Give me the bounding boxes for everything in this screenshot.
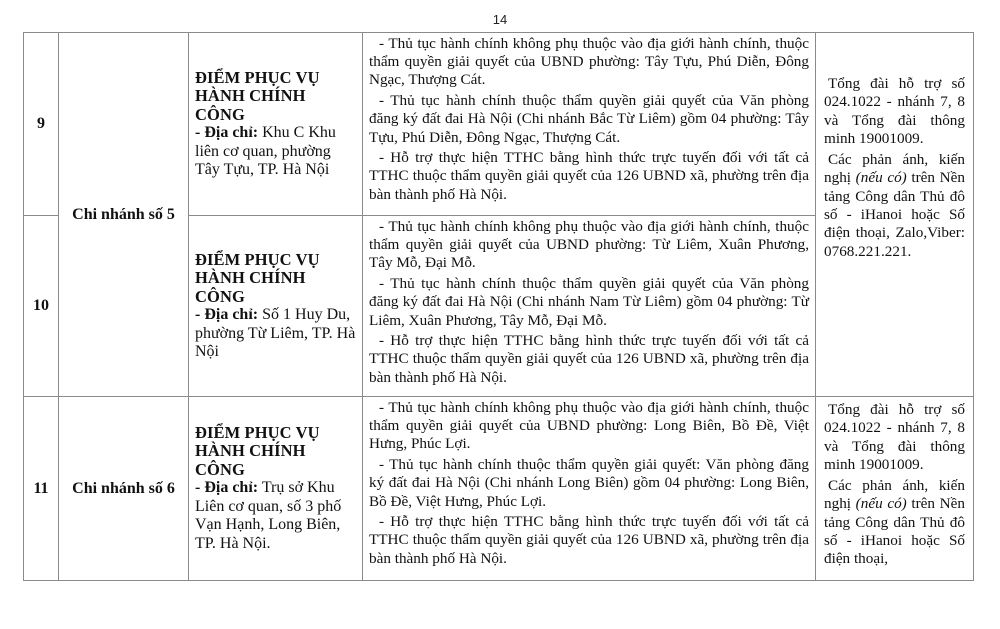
feedback-pre: Các phản ánh, kiến nghị — [824, 151, 965, 187]
scope-cell — [363, 33, 816, 216]
table-row — [24, 397, 974, 581]
scope-item: - Thủ tục hành chính thuộc thẩm quyền giải quyết: Văn phòng đăng ký đất đai Hà Nội (Chi nhánh Long Biên) gồm 04 phường: Long Biên, Bồ Đề, Việt Hưng, Phúc Lợi. — [369, 456, 809, 510]
feedback-note: (nếu có) — [855, 495, 907, 513]
row-number: 9 — [24, 33, 59, 216]
feedback-post: trên Nền tảng Công dân Thủ đô số - iHanoi hoặc Số điện thoại, — [824, 495, 965, 568]
scope-item: - Thủ tục hành chính không phụ thuộc vào địa giới hành chính, thuộc thẩm quyền giải quyết của UBND phường: Long Biên, Bồ Đề, Việt Hưng, Phúc Lợi. — [369, 399, 809, 453]
feedback-note: (nếu có) — [855, 169, 907, 187]
service-point-address — [195, 124, 356, 180]
service-point-address — [195, 306, 356, 362]
table-row — [24, 33, 974, 216]
scope-item: - Thủ tục hành chính thuộc thẩm quyền giải quyết của Văn phòng đăng ký đất đai Hà Nội (Chi nhánh Nam Từ Liêm) gồm 04 phường: Từ Liêm, Xuân Phương, Tây Mỗ, Đại Mỗ. — [369, 275, 809, 329]
feedback-pre: Các phản ánh, kiến nghị — [824, 477, 965, 513]
service-point-cell — [189, 397, 363, 581]
service-point-title — [195, 69, 356, 125]
scope-item: - Thủ tục hành chính không phụ thuộc vào địa giới hành chính, thuộc thẩm quyền giải quyết của UBND phường: Từ Liêm, Xuân Phương, Tây Mỗ, Đại Mỗ. — [369, 218, 809, 272]
title-line-2: HÀNH CHÍNH CÔNG — [195, 268, 306, 306]
service-point-cell — [189, 33, 363, 216]
title-line-2: HÀNH CHÍNH CÔNG — [195, 86, 306, 124]
address-text: Trụ sở Khu Liên cơ quan, số 3 phố Vạn Hạnh, Long Biên, TP. Hà Nội. — [195, 479, 342, 552]
scope-cell — [363, 397, 816, 581]
row-number: 11 — [24, 397, 59, 581]
service-points-table — [23, 32, 974, 581]
title-line-1: ĐIỂM PHỤC VỤ — [195, 67, 320, 87]
contact-cell — [816, 33, 974, 397]
branch-name: Chi nhánh số 5 — [59, 33, 189, 397]
title-line-1: ĐIỂM PHỤC VỤ — [195, 249, 320, 269]
scope-item: - Hỗ trợ thực hiện TTHC bằng hình thức trực tuyến đối với tất cả TTHC thuộc thẩm quyền giải quyết của 126 UBND xã, phường trên địa bàn thành phố Hà Nội. — [369, 513, 809, 567]
feedback-post: trên Nền tảng Công dân Thủ đô số - iHanoi hoặc Số điện thoại, Zalo,Viber: 0768.221.221. — [824, 169, 965, 260]
title-line-2: HÀNH CHÍNH CÔNG — [195, 441, 306, 479]
title-line-1: ĐIỂM PHỤC VỤ — [195, 422, 320, 442]
address-text: Số 1 Huy Du, phường Từ Liêm, TP. Hà Nội — [195, 306, 356, 360]
service-point-address — [195, 479, 356, 553]
scope-item: - Thủ tục hành chính thuộc thẩm quyền giải quyết của Văn phòng đăng ký đất đai Hà Nội (Chi nhánh Bắc Từ Liêm) gồm 04 phường: Tây Tựu, Phú Diễn, Đông Ngạc, Thượng Cát. — [369, 92, 809, 146]
row-number: 10 — [24, 216, 59, 397]
scope-cell — [363, 216, 816, 397]
feedback-text — [824, 477, 965, 568]
address-text: Khu C Khu liên cơ quan, phường Tây Tựu, TP. Hà Nội — [195, 124, 336, 178]
service-point-title — [195, 251, 356, 307]
address-label: - Địa chỉ: — [195, 479, 259, 497]
hotline-text: Tổng đài hỗ trợ số 024.1022 - nhánh 7, 8 và Tổng đài thông minh 19001009. — [824, 75, 965, 147]
page-number: 14 — [492, 12, 508, 27]
feedback-text — [824, 151, 965, 261]
branch-name: Chi nhánh số 6 — [59, 397, 189, 581]
address-label: - Địa chỉ: — [195, 306, 259, 323]
scope-item: - Thủ tục hành chính không phụ thuộc vào địa giới hành chính, thuộc thẩm quyền giải quyết của UBND phường: Tây Tựu, Phú Diễn, Đông Ngạc, Thượng Cát. — [369, 35, 809, 89]
service-point-title — [195, 424, 356, 480]
scope-item: - Hỗ trợ thực hiện TTHC bằng hình thức trực tuyến đối với tất cả TTHC thuộc thẩm quyền giải quyết của 126 UBND xã, phường trên địa bàn thành phố Hà Nội. — [369, 332, 809, 386]
contact-cell — [816, 397, 974, 581]
hotline-text: Tổng đài hỗ trợ số 024.1022 - nhánh 7, 8 và Tổng đài thông minh 19001009. — [824, 401, 965, 473]
scope-item: - Hỗ trợ thực hiện TTHC bằng hình thức trực tuyến đối với tất cả TTHC thuộc thẩm quyền giải quyết của 126 UBND xã, phường trên địa bàn thành phố Hà Nội. — [369, 149, 809, 203]
service-point-cell — [189, 216, 363, 397]
address-label: - Địa chỉ: — [195, 124, 259, 141]
